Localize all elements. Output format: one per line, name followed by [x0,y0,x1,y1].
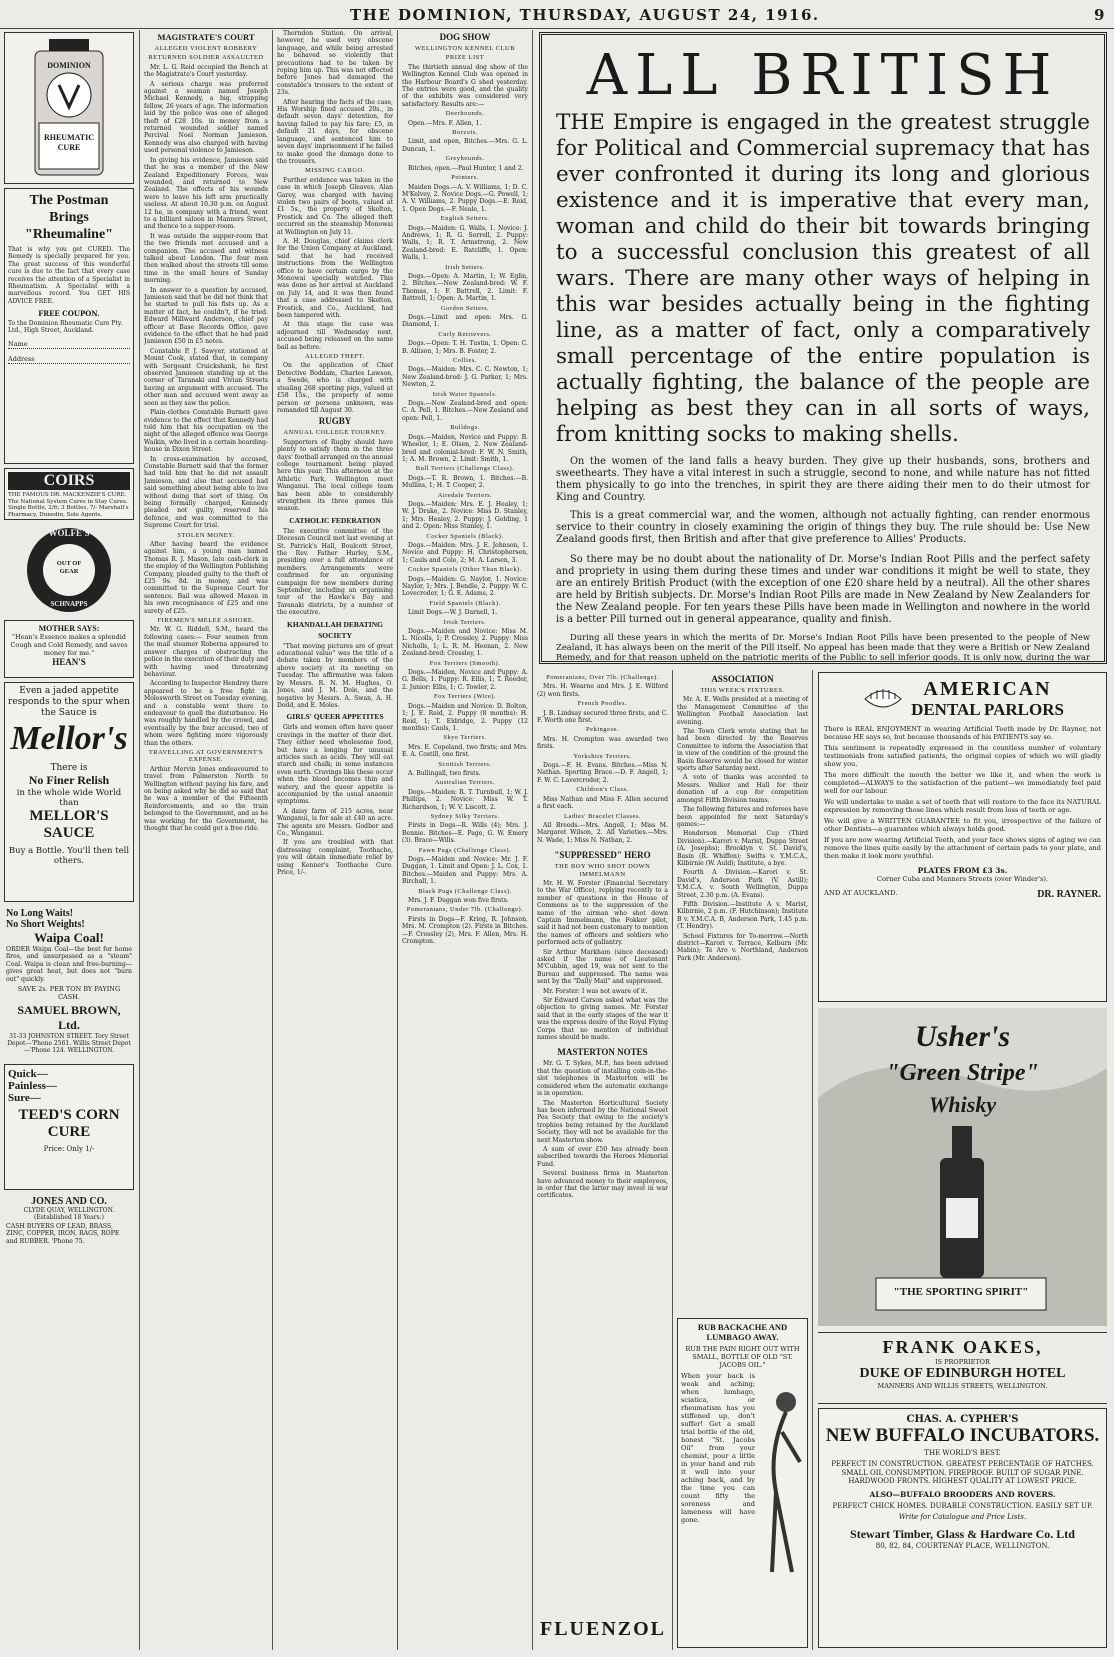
postman-title: The Postman Brings "Rheumaline" [25,193,113,242]
dog-class-heading: Bull Terriers (Challenge Class). [415,465,515,473]
article-paragraph: The Masterton Horticultural Society has been informed by the National Sweet Pea Society that owing to the society's trophies being retained by the Auckland Society, they will not be available for the next Masterton show. [537,1099,668,1144]
column-6-news [537,672,668,1650]
dog-class-heading: Australian Terriers. [434,779,496,787]
masterton-notes-heading: MASTERTON NOTES [557,1047,648,1058]
false-teeth-icon [861,681,905,717]
article-paragraph: Sir Edward Carson asked what was the objection to giving names. Mr. Forster said that in the early stages of the war it was the express desire of the Royal Flying Corps that no mention of individual names should be made. [537,997,668,1042]
frank-is-proprietor: IS PROPRIETOR [935,1358,990,1366]
dog-class-heading: Black Pugs (Challenge Class). [418,887,512,895]
dog-class-heading: Skye Terriers. [443,734,487,742]
dog-class-heading: Scottish Terriers. [438,760,492,768]
dog-class-heading: Irish Terriers. [443,618,487,626]
article-paragraph: In answer to a question by accused, Jamieson said that he did not think that he started to pull his fists up. As a matter of fact, he couldn't, if he tried. Edward Millward Anderson, chief pay officer at Base Records Office, gave evidence to the effect that he had paid Jamieson £50 in £5 notes. [144,286,268,346]
dominion-rheumatic-cure-ad [4,32,134,184]
mother-body: "Hean's Essence makes a splendid Cough and Cold Remedy, and saves money for me." [10,633,128,657]
column-rule [272,30,273,1650]
girls-appetites-heading: GIRLS' QUEER APPETITES [286,712,384,722]
article-paragraph: Further evidence was taken in the case in which Joseph Gleaves, Alan Garey, was charged with having stolen two pairs of boots, valued at £1 5s., the property of Skelton, Frostick and Co. The alleged theft occurred on the steamship Monowai at Wellington on July 11. [277,176,393,236]
coirs-title: COIRS [8,472,130,490]
frank-oakes-ad [818,1332,1107,1404]
dog-class-heading: Fawn Pugs (Challenge Class). [418,846,512,854]
column-rule [672,670,673,1650]
suppressed-hero-heading: "SUPPRESSED" HERO [554,850,651,861]
stolen-money-subhead: STOLEN MONEY. [177,531,235,539]
whisky-label: Whisky [928,1092,997,1117]
dog-class-results: Limit Dogs.—W. J. Darnell, 1. [408,609,498,617]
article-paragraph: If you are troubled with that distressing complaint, Toothache, you will obtain immediate relief by using Kenner's Toothache Cure. Price, 1/-. [277,839,393,877]
ladies-bracelet-heading: Ladies' Bracelet Classes. [563,812,642,820]
dog-class-results: Mrs. E. Copeland, two firsts; and Mrs. E. A. Costill, one first. [402,743,528,759]
dental-paragraph: The more difficult the mouth the better we like it, and when the work is completed—ALWAYS to the satisfaction of the patient—we immediately feel paid well for our labour. [824,771,1101,795]
cypher-body: PERFECT IN CONSTRUCTION. GREATEST PERCENTAGE OF HATCHES. SMALL OIL CONSUMPTION. FIREPROOF. BUILT OF SUGAR PINE. HARDWOOD FRONTS. HIGHEST QUALITY AT LOWEST PRICE. [831,1460,1094,1486]
dental-paragraph: We will give a WRITTEN GUARANTEE to fit you, irrespective of the failure of other Dentists—a guarantee which always holds good. [824,817,1101,833]
all-british-lead: THE Empire is engaged in the greatest struggle for Political and Commercial supremacy that has ever confronted it during its long and glorious existence and it is imperative that every man, woman and child do their bit towards bringing to a successful conclusion this greatest of all wars. There are many other ways of helping in this war besides actually being in the fighting line, as a matter of fact, only a comparatively small percentage of the entire population is actually fighting, the balance of the people are helping as best they can in all sorts of ways, from knitting socks to making shells. [556,110,1090,447]
column-7-association [677,672,808,1312]
dog-class-results: Dogs.—T. R. Brown, 1. Bitches.—B. Mullins, 1; H. T. Cooper, 2. [402,474,528,490]
dog-class-heading: English Setters. [440,215,490,223]
dog-class-heading: Irish Water Spaniels. [432,390,498,398]
all-british-paragraph: During all these years in which the merits of Dr. Morse's Indian Root Pills have been presented to the people of New Zealand, it has always been on the merit of the Pill itself. No appeal has been made that they were a British or New Zealand Remedy, and for that reason upheld on the patriotic merits of the Public to sell inferior goods. It is only now, during the war [556,632,1090,662]
rub-backache-body: When your back is weak and aching; when lumbago, sciatica, or rheumatism has you stiffened up, don't suffer! Get a small trial bottle of the old, honest "St. Jacobs Oil" from your chemist, pour a little in your hand and rub it well into your aching back, and by the time you can count fifty the soreness and lameness will have gone. [681,1372,755,1524]
ushers-whisky-ad [818,1008,1107,1326]
college-tourney-subhead: ANNUAL COLLEGE TOURNEY. [283,429,387,437]
article-paragraph: Mr. W. G. Riddell, S.M., heard the following cases:— Four seamen from the mail steamer Roberna appeared to answer charges of obstructing the police in the execution of their duty and with having used threatening behaviour. [144,626,268,678]
jones-address: CLYDE QUAY, WELLINGTON. (Established 18 Years.) [23,1207,115,1221]
waipa-head-3: Waipa Coal! [34,930,104,945]
article-paragraph: Mr. Forster: I was not aware of it. [543,987,648,995]
article-paragraph: Mr. G. T. Sykes, M.P., has been advised that the question of installing coin-in-the-slot telephones in Masterton will be considered when the automatic exchange is in operation. [537,1060,668,1098]
schnapps-label: SCHNAPPS [50,600,88,608]
khandallah-heading: KHANDALLAH DEBATING SOCIETY [287,619,383,640]
dog-class-heading: Greyhounds. [445,155,485,163]
kennel-club-subhead: WELLINGTON KENNEL CLUB [414,45,516,52]
out-of-gear: OUT OF GEAR [56,560,82,575]
dog-class-results: Dogs.—New Zealand-bred and open: C. A. Pell, 1. Bitches.—New Zealand and open: Pell, 1. [402,400,528,422]
dog-class-results: Dogs.—Maiden and Novice: Mr. J. F. Duggan, 1. Limit and Open: J. L. Cox, 1. Bitches.—Maiden and Puppy: Mrs. A. Birchall, 1. [402,856,528,886]
column-rule [812,670,813,1650]
jones-name: JONES AND CO. [31,1196,107,1207]
teeds-quick: Quick— [8,1068,48,1080]
dog-show-results [402,110,528,945]
returned-soldier-subhead: RETURNED SOLDIER ASSAULTED [148,54,264,62]
catholic-federation-heading: CATHOLIC FEDERATION [289,515,381,525]
duke-of-edinburgh-hotel: DUKE OF EDINBURGH HOTEL [859,1366,1066,1381]
waipa-head-1: No Long Waits! [6,908,74,919]
fixtures-subhead: THIS WEEK'S FIXTURES. [700,687,785,694]
dog-class-heading: Fox Terriers (Wire). [433,693,497,701]
article-paragraph: A daisy farm of 215 acres, near Wanganui, is for sale at £40 an acre. The agents are Messrs. Godber and Co., Wanganui. [277,807,393,837]
dog-class-results: Dogs.—Maiden: Mrs. C. C. Newton, 1; New Zealand-bred: J. G. Parker, 1; Mrs. Newton, 2. [402,366,528,389]
wolfes-brand: WOLFE'S [48,528,90,538]
dental-paragraph: There is REAL ENJOYMENT in wearing Artificial Teeth made by Dr. Rayner, not because HE says so, but because thousands of his PATIENTS say so. [824,725,1101,741]
article-paragraph: The executive committee of the Diocesan Council met last evening at St. Patrick's Hall, Boulcott Street, the Rev. Father Hurley, S.M., presiding over a full attendance of members. Arrangements were confirmed for an organising campaign for new members during September, including an organising tour of the Hawke's Bay and Taranaki districts, by a number of the executive. [277,527,393,617]
dental-address: Corner Cuba and Manners Streets (over Winder's). [876,875,1049,883]
dog-class-results: A. Bullingall, two firsts. [408,769,481,777]
firemen-melee-subhead: FIREMEN'S MELEE ASHORE. [157,617,255,625]
mellor-theres: There is [50,763,88,773]
free-coupon-heading: FREE COUPON. [38,309,100,319]
column-rule [397,30,398,1650]
all-british-ad [539,32,1107,664]
dog-class-heading: Borzois. [452,129,478,137]
article-paragraph: The thirtieth annual dog show of the Wellington Kennel Club was opened in the Harbour Board's G shed yesterday. The entries were good, and the quality of the exhibits was considered very satisfactory. Results are:— [402,63,528,108]
teeds-name: TEED'S CORN CURE [18,1107,120,1140]
frank-oakes-name: FRANK OAKES, [882,1337,1043,1357]
wolfes-schnapps-ad [4,524,134,616]
dog-class-heading: Collies. [452,357,478,365]
all-british-paragraph: On the women of the land falls a heavy burden. They give up their husbands, sons, brothers and sweethearts. They have a vital interest in such a struggle, second to none, and while nature has not fitted them physically to go into the trenches, in spirit they are there aiding their men to do their utmost for King and Country. [556,456,1090,503]
st-jacobs-oil-ad [677,1318,808,1648]
dog-class-results: Dogs.—Maiden: Mrs. E. J. Healey, 1; W. J. Drake, 2. Novice: Miss D. Stanley, 1; Mrs. Healey, 2. Puppy: J. Golding, 1 and 2. Open: Miss Stanley, 1. [402,500,528,531]
mellor-no-finer: No Finer Relish [28,773,110,787]
waipa-save: SAVE 2s. PER TON BY PAYING CASH. [17,985,121,1002]
dog-class-heading: Pomeranians, Under 7lb. (Challenge). [406,906,524,914]
dog-class-heading: Sydney Silky Terriers. [430,812,500,820]
article-paragraph: Several business firms in Masterton have advanced money to their employees, in order that the latter may invest in war certificates. [537,1170,668,1200]
article-paragraph: All Breeds.—Mrs. Angell, 1; Miss M. Margaret Wilson, 2. All Varieties.—Mrs. N. Wade, 1; Miss N. Nathan, 2. [537,821,668,844]
dog-class-results: Bitches, open.—Paul Hunter, 1 and 2. [408,164,524,172]
dog-class-heading: Bulldogs. [450,424,480,432]
article-paragraph: A serious charge was preferred against a seaman named Joseph Michael Kennedy, a big, strapping fellow, 26 years of age. The information laid by the police was one of alleged theft of £28 10s. in money from a returned wounded soldier named Percival Noel Norman Jamieson. Kennedy was also charged with having used personal violence to Jamieson. [144,80,268,155]
article-paragraph: On the application of Chief Detective Boddam, Charles Lawson, a Swede, who is charged with stealing 268 sporting pigs, valued at £58 15s., the property of some person or persons unknown, was remanded till August 30. [277,362,393,414]
coirs-body: THE FAMOUS DR. MACKENZIE'S CURE. The National System Cures in Stay Cures. Single Bottle, 2/6; 3 Bottles, 7/- Marshall's Pharmacy, Dunedin, Sole Agents. [8,492,129,518]
dog-class-heading: Gordon Setters. [440,304,490,312]
yorkshire-heading: Yorkshire Terriers. [573,752,632,760]
article-paragraph: Henderson Memorial Cup (Third Division).—Karori v. Marist, Duppa Street (A. Josephs); Brooklyn v. St. David's, Basin (R. Whiffen); Swifts v. Y.M.C.A., Kilbirnie (W. Auld); Institute, a bye. [677,830,808,867]
dominion-brand: DOMINION [47,61,91,70]
article-paragraph: Mr. L. G. Reid occupied the Bench at the Magistrate's Court yesterday. [144,63,268,79]
dog-class-results: Dogs.—Open: A. Martin, 1; W. Eglin, 2. Bitches.—New Zealand-bred: W. F. Thomas, 1; F. Battrell, 2. Limit: F. Battrell, 1; Open: A. Martin, 1. [402,272,528,303]
article-paragraph: The Town Clerk wrote stating that he had been directed by the Reserves Committee to inform the Association that in view of the condition of the ground the Basin Reserve would be closed for winter sports after Saturday next. [677,728,808,773]
rheumatic-cure-label: RHEUMATIC CURE [43,133,95,152]
and-at-auckland: AND AT AUCKLAND. [824,889,898,897]
article-paragraph: Girls and women often have queer cravings in the matter of their diet. They either need wholesome food, but have a longing for unusual articles such as acids. They will eat starch and chalk; in some instances even earth. Cravings like these occur when the blood becomes thin and watery, and the queer appetite is accompanied by the usual anaemic symptoms. [277,724,393,806]
jones-and-co-ad [4,1194,134,1278]
name-label: Name [8,340,28,349]
heans-essence-ad [4,620,134,678]
teeds-painless: Painless— [8,1080,57,1092]
dog-class-results: Dogs.—Maiden: G. Walls, 1. Novice: J. Andrews, 1; R. G. Sorrell, 2. Puppy: Walls, 1; R. T. Armstrong, 2. New Zealand-bred: E. Ratcliffe, 1. Open: Walls, 1. [402,224,528,262]
whisky-bottle-illustration-icon [818,1008,1107,1326]
teeds-sure: Sure— [8,1092,41,1104]
man-bending-illustration-icon [758,1372,804,1592]
chick-homes: PERFECT CHICK HOMES. DURABLE CONSTRUCTION. EASILY SET UP. [832,1501,1093,1510]
article-paragraph: In cross-examination by accused, Constable Burnett said that the former had told him that he did not assault Jamieson, and also that accused had said something about being able to live without doing that sort of thing. On being formally charged, Kennedy pleaded not guilty, reserved his defence, and was committed to the Supreme Court for trial. [144,455,268,530]
dog-class-results: Dogs.—Limit and open: Mrs. G. Diamond, 1. [402,314,528,329]
dog-class-heading: Curly Retrievers. [438,330,492,338]
column-3-news [277,30,393,1650]
waipa-body: ORDER Waipa Coal—the best for home fires, and unsurpassed as a "steam" Coal. Waipa is clean and free-burning—gives great heat, but does not "burn out" quickly. [6,946,132,983]
rub-backache-title: RUB BACKACHE AND LUMBAGO AWAY. [697,1322,788,1342]
article-paragraph: "That moving pictures are of great educational value" was the title of a debate taken by members of the above society at its meeting on Tuesday. The affirmative was taken by Messrs. R. N. M. Hughes, O. Jones, and J. M. Dole, and the negative by Messrs. A. Swan, A. H. Dodd, and E. Moles. [277,642,393,709]
dog-class-results: Dogs.—Maiden, Novice and Puppy: A. G. Bells, 1. Puppy: R. Ellis, 1; T. Reeder, 2. Junior: Ellis, 1; C. Towler, 2. [402,669,528,691]
article-paragraph: At this stage the case was adjourned till Wednesday next, accused being released on the same bail as before. [277,321,393,351]
french-poodles-heading: French Poodles. [577,700,628,708]
article-paragraph: Arthur Mervin Jones endeavoured to travel from Palmerston North to Wellington without paying his fare, and on being asked why he did so said that he was a member of the Fifteenth Reinforcements, and so the train belonged to the Government, and as he was working for the Government, he thought that he could get a free ride. [144,765,268,833]
samuel-brown: SAMUEL BROWN, Ltd. [17,1003,121,1033]
article-paragraph: A. H. Douglas, chief claims clerk for the Union Company at Auckland, said that he had received instructions from the Wellington office to have certain cargo by the Monowai specially watched. This was done as her arrival at Auckland on July 14, and it was then found that a case addressed to Skelton, Frostick, and Co., Auckland, had been tampered with. [277,237,393,320]
column-4-dog-show [402,30,528,1650]
article-paragraph: It was outside the supper-room that the two friends met accused and a companion. The accused and witness talked about London. The four men then walked about the streets till some time in the small hours of Sunday morning. [144,232,268,285]
dental-paragraph: This sentiment is repeatedly expressed in the countless number of voluntary testimonials from satisfied patients, the original copies of which we will gladly show you. [824,744,1101,768]
dog-class-heading: Cocker Spaniels (Other Than Black). [408,566,522,574]
cypher-agent: CHAS. A. CYPHER'S [906,1414,1019,1425]
pomeranians-heading: Pomeranians, Over 7lb. (Challenge). [546,674,659,681]
immelmann-subhead: THE BOY WHO SHOT DOWN IMMELMANN [554,863,651,878]
stewart-address: 80, 82, 84, COURTENAY PLACE, WELLINGTON. [875,1542,1050,1551]
teeds-corn-cure-ad [4,1064,134,1190]
buffalo-incubators-title: NEW BUFFALO INCUBATORS. [825,1425,1100,1446]
article-paragraph: Miss Nathan and Miss F. Allen secured a first each. [537,795,668,811]
american-title: AMERICAN [923,678,1052,700]
dental-paragraph: If you are now wearing Artificial Teeth, and your face shows signs of aging we can remove the lines quite easily by the attachment of certain pads to your plate, and then make it look more youthful. [824,836,1101,860]
dog-class-heading: Cocker Spaniels (Black). [426,532,504,540]
american-dental-parlors-ad [818,672,1107,1002]
article-paragraph: According to Inspector Hendrey there appeared to be a free fight in Molesworth Street on Tuesday evening, and a constable went there to endeavour to quell the disturbance. He was roughly handled by the crowd, and eventually by the four accused, two of whom were fighting more vigorously than the others. [144,680,268,747]
pekingese-heading: Pekingese. [586,726,619,734]
dog-class-results: Dogs.—Maiden: Mrs. J. E. Johnson, 1. Novice and Puppy: H. Christophersen, 1; Cauls and Cole, 2; M. A. Larsen, 3. [402,541,528,564]
rheumatic-cure-bottle-icon [5,33,133,181]
dog-class-results: Open.—Mrs. F. Allen, 1. [408,119,482,127]
cypher-also: ALSO—BUFFALO BROODERS AND ROVERS. [869,1489,1056,1499]
rugby-heading: RUGBY [318,416,352,427]
dog-class-results: Dogs.—Maiden, Novice and Puppy: B. Wheeler, 1; E. Olsen, 2. New Zealand-bred and colonial-bred: F. W. N. Smith, 1; A. M. Brown, 2. Limit: Smith, 1. [402,433,528,463]
mellor-intro: Even a jaded appetite responds to the spur when the Sauce is [8,686,130,718]
dog-class-heading: Deerhounds. [445,110,485,118]
mellors-title: Mellor's [10,720,128,757]
dog-class-results: Dogs.—Maiden: R. T. Turnbull, 1; W. J. Phillips, 2. Novice: Miss W. T. Richardson, 1; W. V. Liscott, 2. [402,788,528,811]
article-paragraph: J. B. Lindsay secured three firsts, and C. F. Worth one first. [537,709,668,725]
article-paragraph: A sum of over £50 has already been subscribed towards the Heroes Memorial Fund. [537,1145,668,1168]
postman-rheumaline-ad [4,188,134,464]
mother-says: MOTHER SAYS: [38,624,100,633]
childrens-class-heading: Children's Class. [576,786,629,794]
dog-class-results: Dogs.—Maiden: G. Naylor, 1. Novice: Naylor, 1; Mrs. J. Bendle, 2. Puppy: W. C. Lovecroder, 1; G. E. Adams, 2. [402,575,528,598]
dr-rayner: DR. RAYNER. [1037,889,1101,900]
coupon-name-field[interactable] [8,340,130,349]
all-british-paragraph: So there may be no doubt about the nationality of Dr. Morse's Indian Root Pills and the perfect safety and propriety in using them during these times and under war conditions it might be well to state, they are an entirely British Product (with the exception of one £20 share held by a neutral). All the other shares are held by British subjects. Dr. Morse's Indian Root Pills are made in New Zealand by New Zealanders for the New Zealand people. For ten years these Pills have been made in Wellington and nowhere in the world is a better Pill turned out in general appearance, quality and finish. [556,554,1090,625]
article-paragraph: Sir Arthur Markham (since deceased) asked if the name of Lieutenant M'Cubbin, aged 19, was not sent to the Bureau and suppressed. The name was sent by the "Daily Mail" and suppressed. [537,948,668,986]
article-paragraph: Fifth Division.—Institute A v. Marist, Kilbirnie, 2 p.m. (F. Hutchinson); Institute B v. Y.M.C.A. B, Anderson Park, 1.45 p.m. (T. Hendry). [677,900,808,931]
article-paragraph: Mrs. H. Wearne and Mrs. J. E. Wilford (2) won firsts. [537,683,668,698]
dog-class-heading: Irish Setters. [445,263,485,271]
dog-show-heading: DOG SHOW [439,32,491,42]
heans-brand: HEAN'S [52,657,86,667]
travelling-subhead: TRAVELLING AT GOVERNMENT'S EXPENSE. [148,748,264,764]
dental-parlors-title: DENTAL PARLORS [911,700,1064,719]
association-heading: ASSOCIATION [711,674,774,684]
samuel-address: 31-33 JOHNSTON STREET. Tory Street Depot—'Phone 2561. Willis Street Depot—'Phone 124. WELLINGTON. [7,1033,131,1055]
article-paragraph: Supporters of Rugby should have plenty to satisfy them in the three days' football arranged on the annual college tournament being played here this year. This afternoon at the Athletic Park, Wellington meet Wanganui. The local college team has been able to considerably strengthen its three games this season. [277,438,393,513]
dog-class-heading: Fox Terriers (Smooth). [429,659,501,667]
all-british-title: ALL BRITISH [586,43,1060,108]
article-paragraph: In giving his evidence, Jamieson said that he was a member of the New Zealand Expeditionary Forces, was wounded, and returned to New Zealand. The effects of his wounds were to leave his left arm practically useless. At about 10.30 p.m. on August 12 he, in company with a friend, went to a billiard saloon in Manners Street, and thence to a supper-room. [144,156,268,231]
article-paragraph: School Fixtures for To-morrow.—North district—Karori v. Terrace, Kelburn (Mr. Mabin); Te Aro v. Northland, Anderson Park (Mr. Anderson). [677,932,808,962]
column-rule [532,30,533,1650]
coupon-address-to: To the Dominion Rheumatic Cure Pty. Ltd., High Street, Auckland. [8,320,123,335]
rub-backache-subtitle: RUB THE PAIN RIGHT OUT WITH SMALL, BOTTLE OF OLD "ST. JACOBS OIL." [685,1345,800,1369]
plates-price: PLATES FROM £3 3s. [917,866,1008,875]
column-rule [139,30,140,1650]
mellor-world: in the whole wide World than [16,788,122,808]
article-paragraph: Mr. A. E. Wells presided at a meeting of the Management Committee of the Wellington Football Association last evening. [677,696,808,726]
dog-class-results: Firsts in Dogs—R. Wills (4); Mrs. J. Bennie. Bitches—E. Page, G. W. Emery (3). Brace—Wills. [402,822,528,845]
article-paragraph: A vote of thanks was accorded to Messrs. Walker and Hall for their donation of a cup for competition amongst Fifth Division teams. [677,774,808,804]
sporting-spirit: "THE SPORTING SPIRIT" [893,1286,1029,1298]
article-paragraph: Thorndon Station. On arrival, however, he used very obscene language, and while being arrested he behaved so violently that precautions had to be taken by roping him up. This was not effected before Jones had damaged the constable's trousers to the extent of 23s. [277,30,393,97]
waipa-coal-ad [4,906,134,1060]
mellors-sauce: MELLOR'S SAUCE [29,808,109,841]
dog-class-results: Firsts in Dogs—F. Krieg, R. Johnson, Mrs. M. Crompton (2). Firsts in Bitches.—F. Crossley (2), Mrs. F. Allen, Mrs. H. Crompton. [402,915,528,946]
dog-class-results: Dogs.—Maiden and Novice: Miss M. L. Nicolls, 1; P. Crossley, 2. Puppy: Miss Nicholls, 1; L. R. M. Heenan, 2. New Zealand-bred: Crossley, 1. [402,628,528,658]
prize-list-subhead: PRIZE LIST [445,54,485,62]
article-paragraph: Mrs. H. Crompton was awarded two firsts. [537,735,668,751]
hotel-address: MANNERS AND WILLIS STREETS, WELLINGTON. [877,1382,1048,1390]
article-paragraph: Constable P. J. Sawyer, stationed at Mount Cook, stated that, in company with Sergeant Cruickshank, he first observed Jamieson standing up at the corner of Taranaki and Vivian Streets having an argument with accused. The other man and accused went away as soon as they saw the police. [144,347,268,407]
jones-body: CASH BUYERS OF LEAD, BRASS, ZINC, COPPER, IRON, RAGS, ROPE and RUBBER. 'Phone 75. [6,1223,120,1245]
column-2-magistrates-court [144,30,268,1650]
all-british-paragraph: This is a great commercial war, and the women, although not actually fighting, can render enormous service to their country in closely examining the origin of things they buy. The rule should be: Use New Zealand goods first, then British and after that give preference to Allies' Products. [556,510,1090,545]
article-paragraph: Fourth A Division.—Karori v. St. David's, Anderson Park (V. Astill); Y.M.C.A. v. South Wellington, Duppa Street, 2.30 p.m. (A. Evans). [677,869,808,899]
masthead-date-line: THE DOMINION, THURSDAY, AUGUST 24, 1916. [350,6,820,24]
article-paragraph: Dogs.—F. H. Evans. Bitches.—Miss N. Nathan. Sporting Brace.—D. F. Angell, 1; F. W. C. Lavercroder, 2. [537,762,668,784]
waipa-head-2: No Short Weights! [6,919,85,930]
coupon-address-field[interactable] [8,355,130,364]
article-paragraph: Mr. H. W. Forster (Financial Secretary to the War Office), replying recently to a number of questions in the House of Commons as to the suppression of the name of the airman who shot down Captain Immelmann, the Fokker pilot, said it had not been customary to mention the names of officers and soldiers who performed acts of gallantry. [537,879,668,947]
coirs-cure-ad [4,468,134,520]
article-paragraph: After hearing the facts of the case, His Worship fined accused 20s., in default seven days' detention, for having failed to pay his fare; £5, in default 21 days, for obscene language, and sentenced him to seven days' imprisonment if he failed to make good the damage done to the trousers. [277,98,393,165]
mellors-sauce-ad [4,682,134,902]
dog-class-results: Dogs.—Open: T. H. Tustin, 1. Open: C. B. Allison, 1; Mrs. B. Foster, 2. [402,340,528,355]
stewart-timber: Stewart Timber, Glass & Hardware Co. Ltd [850,1527,1075,1542]
worlds-best: THE WORLD'S BEST. [924,1449,1001,1457]
ushers-brand: Usher's [914,1020,1011,1053]
fluenzol-ad: FLUENZOL [540,1618,667,1640]
buffalo-incubators-ad [818,1408,1107,1648]
teeds-price: Price: Only 1/- [43,1145,95,1153]
postman-body: That is why you get CURED. The Remedy is specially prepared for you. The great success of this wonderful cure is due to the fact that every case receives the attention of a Specialist in Rheumatism. A Specialist with a marvellous record. You GET HIS ADVICE FREE. [8,246,130,305]
dog-class-heading: Airedale Terriers. [437,491,493,499]
article-paragraph: The following fixtures and referees have been appointed for next Saturday's games:— [677,806,808,828]
green-stripe: "Green Stripe" [886,1060,1039,1086]
dog-class-heading: Pointers. [451,174,479,182]
dog-class-heading: Field Spaniels (Black). [429,599,501,607]
dog-class-results: Dogs.—Maiden and Novice: D. Bolton, 1; J. E. Reid, 2. Puppy (8 months): H. Reid, 1; T. Eldridge, 2. Puppy (12 months): Cauls, 1. [402,702,528,732]
mellor-buy: Buy a Bottle. You'll then tell others. [8,846,130,866]
violent-robbery-subhead: ALLEGED VIOLENT ROBBERY [154,45,258,52]
alleged-theft-subhead: ALLEGED THEFT. [305,353,365,361]
dental-paragraph: We will undertake to make a set of teeth that will restore to the face its NATURAL expression by removing those lines which result from loss of teeth or age. [824,798,1101,814]
missing-cargo-subhead: MISSING CARGO. [305,167,365,175]
page-number: 9 [1094,6,1105,24]
address-label: Address [8,355,35,364]
article-paragraph: Plain-clothes Constable Burnett gave evidence to the effect that Kennedy had told him that his occupation on the night of the alleged offence was George Waikin, who lived in a certain boarding-house in Dixon Street. [144,409,268,454]
dog-class-results: Limit, and open, Bitches.—Mrs. G. L. Duncan, 1. [402,138,528,153]
dog-class-results: Mrs. J. F. Duggan won five firsts. [408,897,509,905]
article-paragraph: After having heard the evidence against him, a young man named Thomas R. J. Mason, late cash-clerk in the employ of the Wellington Publishing Company, pleaded guilty to the theft of £25 9s. 8d. in money, and was committed to the Supreme Court for sentence. Bail was allowed Mason in his own recognisance of £25 and one surety of £25. [144,541,268,615]
write-catalogue: Write for Catalogue and Price Lists. [898,1513,1027,1522]
magistrates-court-heading: MAGISTRATE'S COURT [157,32,255,42]
dog-class-results: Maiden Dogs.—A. V. Williams, 1; D. C. M'Kelvey, 2. Novice Dogs.—G. Powell, 1; A. V. Williams, 2. Puppy Dogs.—E. Reid, 1. Open Dogs.—F. Neale, 1. [402,183,528,213]
column-1-ads [4,32,134,1652]
